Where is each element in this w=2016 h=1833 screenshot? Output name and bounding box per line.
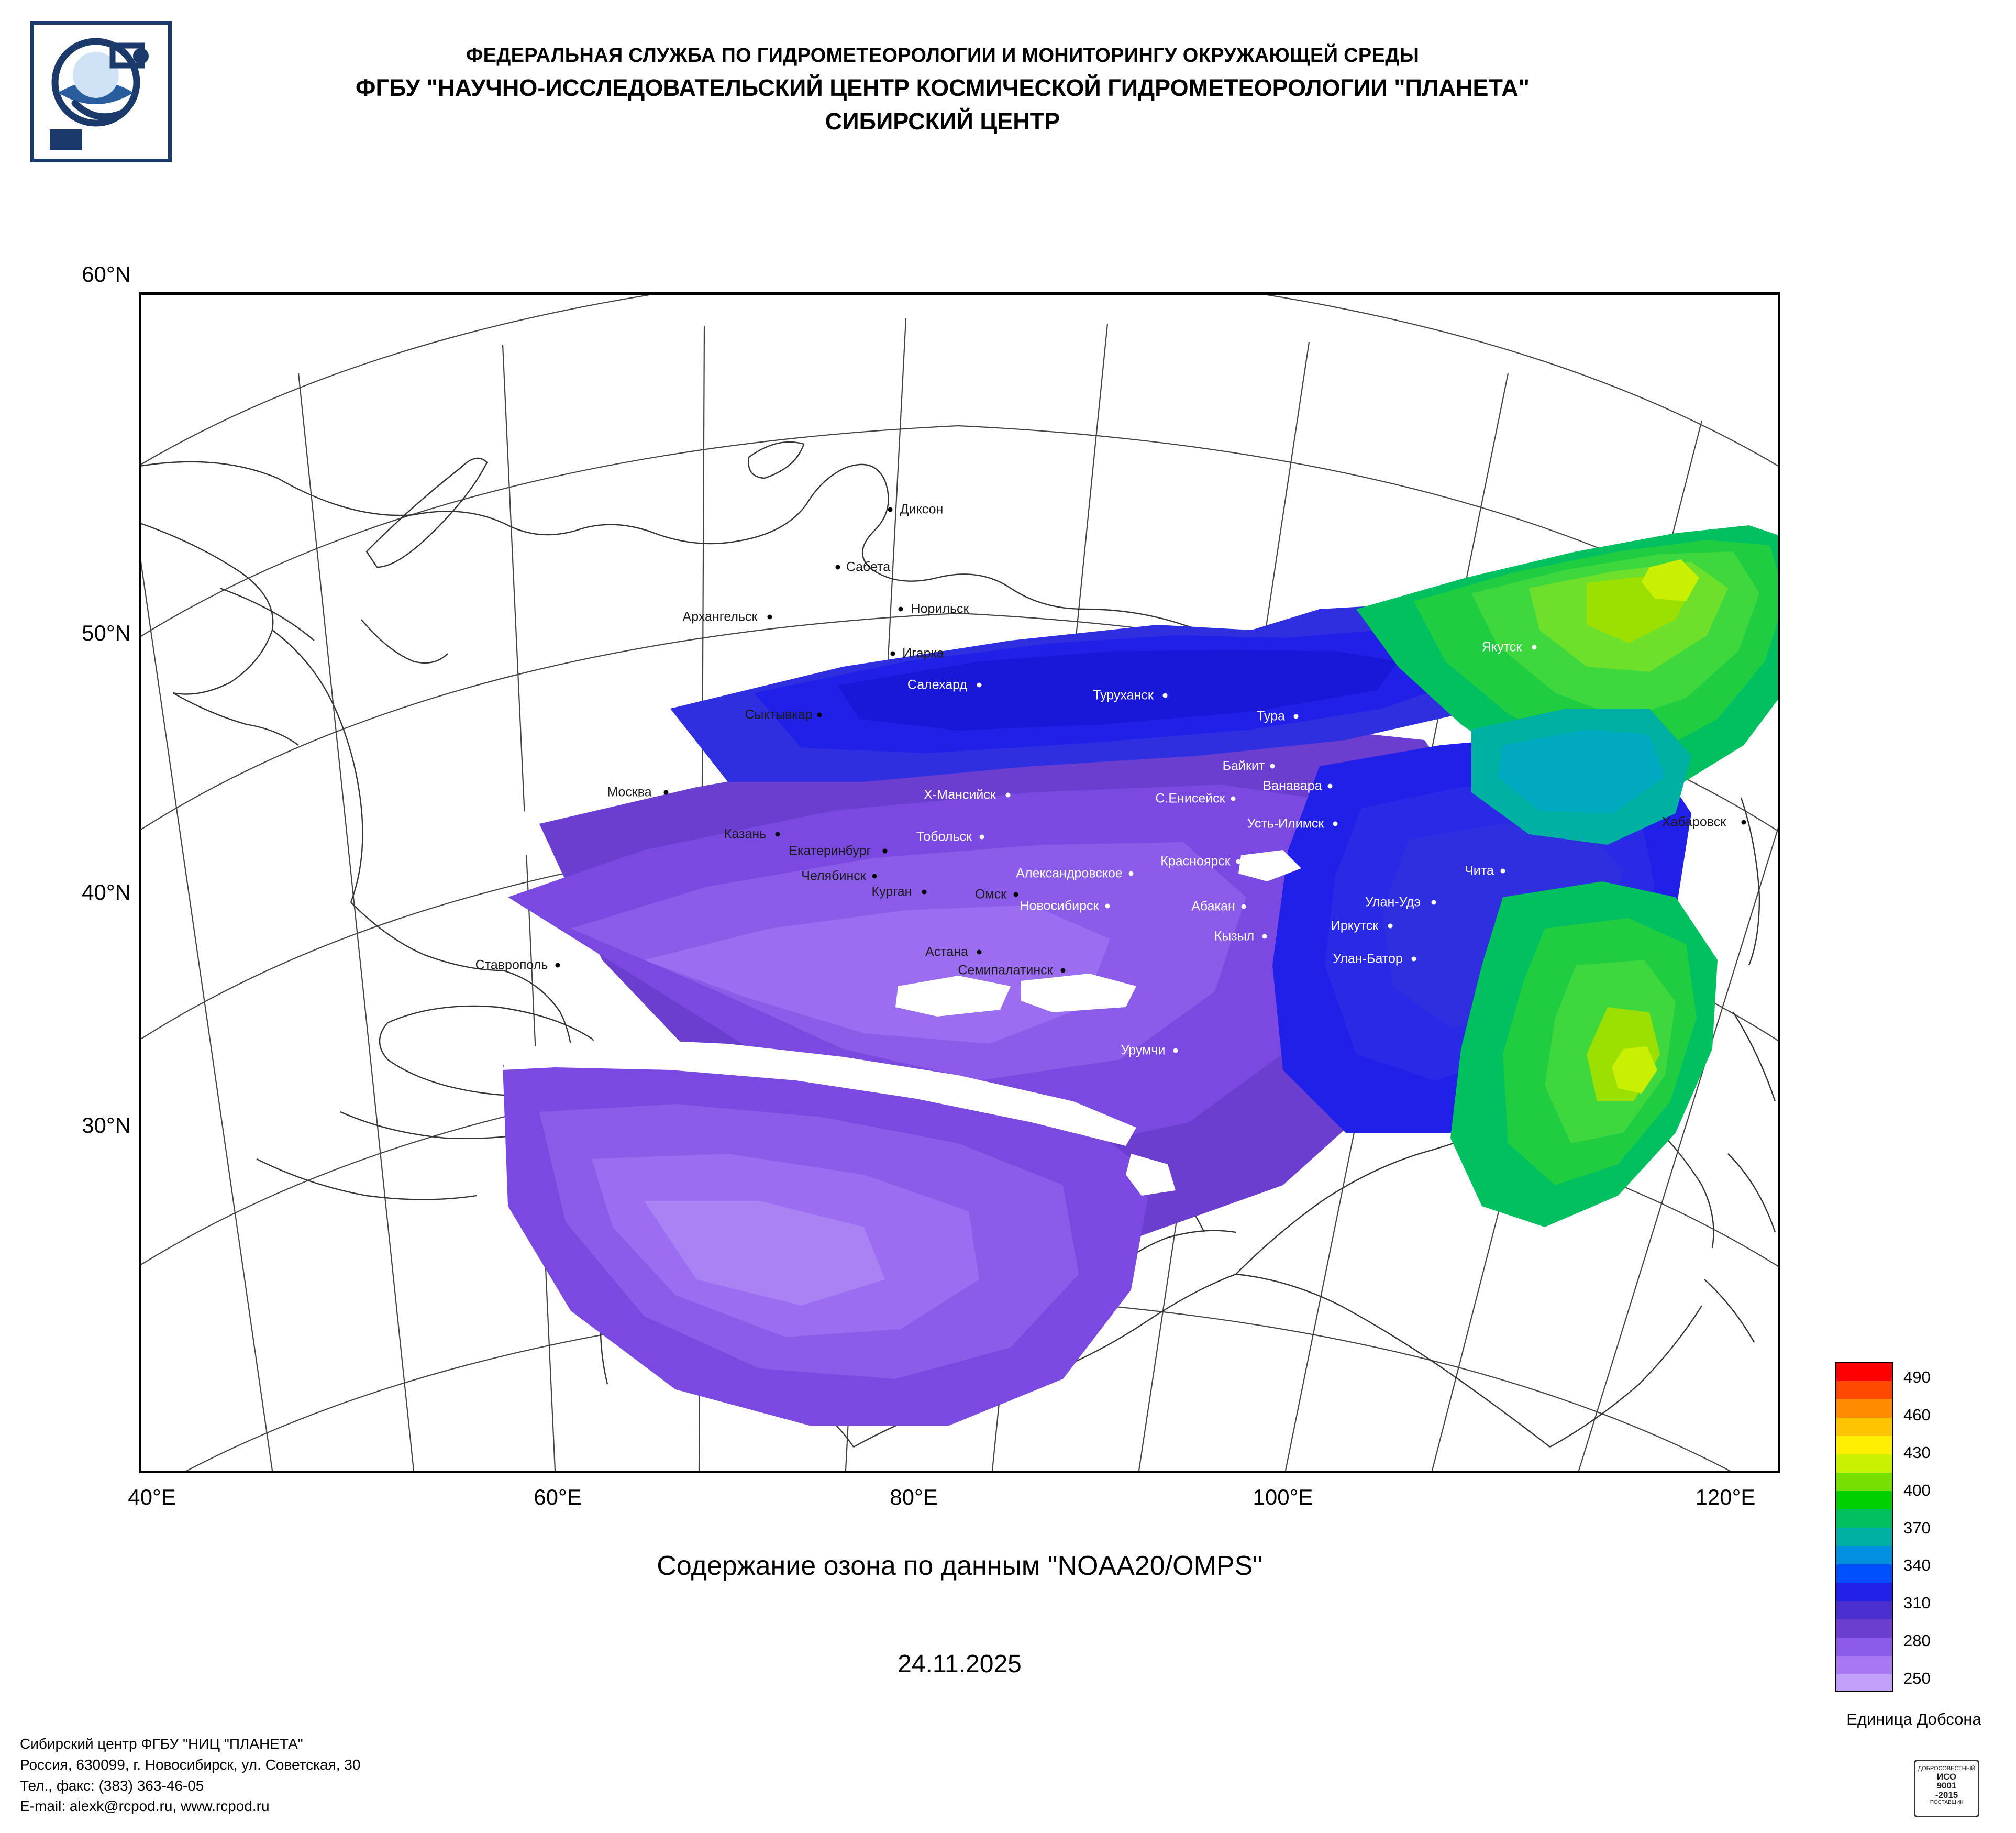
- city-marker: [1270, 764, 1275, 769]
- map-date: 24.11.2025: [898, 1650, 1022, 1678]
- lat-label-40n: 40°N: [82, 880, 131, 904]
- colorbar-segment: [1836, 1528, 1892, 1546]
- city-marker: [1328, 784, 1333, 789]
- center-line: СИБИРСКИЙ ЦЕНТР: [825, 108, 1060, 135]
- colorbar-gradient: [1835, 1362, 1893, 1692]
- city-label: Улан-Удэ: [1365, 895, 1421, 910]
- lon-label-80e: 80°E: [890, 1485, 938, 1509]
- ozone-field: [450, 525, 1778, 1426]
- colorbar-legend: [1835, 1362, 2008, 1692]
- city-label: Красноярск: [1160, 854, 1231, 869]
- colorbar-tick-label: 280: [1903, 1631, 1931, 1650]
- city-label: Сыктывкар: [745, 707, 813, 722]
- map-canvas: [141, 295, 1778, 1471]
- city-marker: [1163, 693, 1168, 698]
- footer-line-2: Россия, 630099, г. Новосибирск, ул. Советская, 30: [20, 1756, 361, 1773]
- header-text-block: [209, 45, 1676, 135]
- footer-line-4: E-mail: alexk@rcpod.ru, www.rcpod.ru: [20, 1798, 270, 1815]
- city-label: Чита: [1465, 863, 1494, 878]
- city-marker: [1236, 859, 1241, 864]
- iso-line-2: ИСО: [1936, 1771, 1957, 1782]
- colorbar-tick-label: 430: [1903, 1443, 1931, 1462]
- city-label: Казань: [724, 826, 767, 842]
- city-label: С.Енисейск: [1155, 791, 1225, 806]
- lon-label-100e: 100°E: [1253, 1485, 1313, 1509]
- city-label: Астана: [925, 944, 968, 959]
- colorbar-segment: [1836, 1436, 1892, 1454]
- colorbar-tick-label: 340: [1903, 1556, 1931, 1575]
- colorbar-segment: [1836, 1638, 1892, 1656]
- city-label: Якутск: [1481, 639, 1522, 655]
- colorbar-segment: [1836, 1619, 1892, 1638]
- city-label: Абакан: [1191, 899, 1235, 914]
- city-marker: [980, 835, 984, 840]
- city-marker: [1006, 793, 1011, 798]
- planeta-logo: [30, 21, 172, 162]
- city-marker: [776, 832, 780, 837]
- colorbar-segment: [1836, 1583, 1892, 1601]
- city-label: Кызыл: [1214, 929, 1255, 944]
- city-marker: [1294, 714, 1299, 719]
- footer-line-1: Сибирский центр ФГБУ "НИЦ "ПЛАНЕТА": [20, 1736, 303, 1752]
- colorbar-segment: [1836, 1473, 1892, 1491]
- city-marker: [888, 507, 893, 512]
- city-label: Иркутск: [1331, 918, 1379, 933]
- iso-line-1: ДОБРОСОВЕСТНЫЙ: [1918, 1765, 1976, 1772]
- lon-label-120e: 120°E: [1695, 1485, 1756, 1509]
- colorbar-tick-label: 250: [1903, 1669, 1931, 1687]
- city-marker: [872, 874, 877, 879]
- city-marker: [977, 950, 982, 955]
- iso-line-5: ПОСТАВЩИК: [1930, 1799, 1964, 1806]
- city-marker: [1262, 934, 1267, 939]
- city-label: Челябинск: [801, 868, 866, 884]
- colorbar-segment: [1836, 1454, 1892, 1473]
- colorbar-segment: [1836, 1674, 1892, 1692]
- city-marker: [1105, 904, 1110, 909]
- city-label: Новосибирск: [1020, 898, 1099, 913]
- colorbar-segment: [1836, 1418, 1892, 1436]
- colorbar-segment: [1836, 1601, 1892, 1619]
- lat-label-30n: 30°N: [82, 1113, 131, 1138]
- city-label: Екатеринбург: [789, 843, 871, 858]
- city-label: Туруханск: [1093, 688, 1154, 703]
- city-marker: [977, 683, 982, 688]
- city-label: Александровское: [1016, 866, 1123, 881]
- city-marker: [1173, 1048, 1178, 1053]
- city-marker: [1501, 869, 1505, 874]
- colorbar-tick-label: 310: [1903, 1594, 1931, 1613]
- city-label: Улан-Батор: [1333, 951, 1403, 966]
- city-label: Тура: [1257, 709, 1285, 724]
- ozone-map[interactable]: [139, 292, 1780, 1473]
- iso-certification-stamp: [1914, 1760, 1979, 1817]
- city-label: Тобольск: [916, 829, 972, 844]
- lat-label-50n: 50°N: [82, 621, 131, 645]
- colorbar-segment: [1836, 1363, 1892, 1381]
- lat-label-60n: 60°N: [82, 262, 131, 286]
- colorbar-segment: [1836, 1491, 1892, 1509]
- city-marker: [1129, 871, 1134, 876]
- city-marker: [1333, 822, 1338, 826]
- city-label: Семипалатинск: [958, 963, 1053, 978]
- city-marker: [768, 615, 772, 620]
- city-marker: [1388, 924, 1393, 929]
- colorbar-segment: [1836, 1656, 1892, 1674]
- city-marker: [1061, 968, 1066, 973]
- city-label: Усть-Илимск: [1247, 816, 1324, 831]
- footer-line-3: Тел., факс: (383) 363-46-05: [20, 1777, 204, 1794]
- city-label: Норильск: [911, 601, 969, 616]
- city-marker: [883, 849, 888, 854]
- city-label: Байкит: [1222, 758, 1265, 774]
- city-label: Ванавара: [1262, 778, 1322, 793]
- city-label: Х-Мансийск: [924, 787, 996, 802]
- planeta-logo-glyph: [34, 25, 168, 159]
- city-marker: [922, 890, 927, 895]
- colorbar-segment: [1836, 1381, 1892, 1399]
- city-marker: [1532, 645, 1537, 650]
- city-label: Урумчи: [1121, 1043, 1166, 1058]
- lon-label-60e: 60°E: [534, 1485, 582, 1509]
- colorbar-tick-label: 460: [1903, 1405, 1931, 1424]
- footer-contact-block: [20, 1733, 360, 1817]
- colorbar-ticks: [1903, 1362, 2003, 1692]
- city-label: Сабета: [846, 559, 891, 575]
- city-marker: [1742, 820, 1746, 825]
- city-label: Москва: [607, 785, 652, 800]
- city-marker: [817, 713, 822, 717]
- map-caption: Содержание озона по данным "NOAA20/OMPS": [657, 1551, 1262, 1581]
- city-label: Архангельск: [682, 609, 758, 624]
- city-marker: [891, 652, 895, 656]
- city-marker: [664, 790, 669, 795]
- city-marker: [899, 607, 903, 612]
- city-label: Салехард: [907, 677, 968, 692]
- colorbar-tick-label: 400: [1903, 1481, 1931, 1499]
- colorbar-tick-label: 490: [1903, 1368, 1931, 1386]
- city-label: Ставрополь: [475, 957, 548, 973]
- city-label: Омск: [974, 887, 1007, 902]
- colorbar-segment: [1836, 1509, 1892, 1528]
- colorbar-unit-label: Единица Добсона: [1846, 1710, 1981, 1728]
- city-label: Курган: [871, 884, 912, 899]
- city-label: Диксон: [900, 502, 944, 517]
- city-marker: [836, 565, 840, 570]
- colorbar-tick-label: 370: [1903, 1518, 1931, 1537]
- city-marker: [1014, 892, 1018, 897]
- colorbar-segment: [1836, 1564, 1892, 1583]
- agency-line: ФЕДЕРАЛЬНАЯ СЛУЖБА ПО ГИДРОМЕТЕОРОЛОГИИ И МОНИТОРИНГУ ОКРУЖАЮЩЕЙ СРЕДЫ: [466, 45, 1420, 67]
- colorbar-segment: [1836, 1546, 1892, 1564]
- city-marker: [556, 963, 560, 968]
- iso-line-4: -2015: [1935, 1790, 1958, 1801]
- city-marker: [1242, 904, 1246, 909]
- city-marker: [1412, 957, 1416, 962]
- city-marker: [1231, 797, 1236, 801]
- city-marker: [1432, 900, 1436, 905]
- lon-label-40e: 40°E: [128, 1485, 176, 1509]
- city-label: Хабаровск: [1661, 814, 1726, 830]
- institute-line: ФГБУ "НАУЧНО-ИССЛЕДОВАТЕЛЬСКИЙ ЦЕНТР КОСМИЧЕСКОЙ ГИДРОМЕТЕОРОЛОГИИ "ПЛАНЕТА": [356, 74, 1530, 101]
- city-label: Игарка: [902, 646, 944, 661]
- iso-line-3: 9001: [1936, 1781, 1957, 1791]
- colorbar-segment: [1836, 1399, 1892, 1418]
